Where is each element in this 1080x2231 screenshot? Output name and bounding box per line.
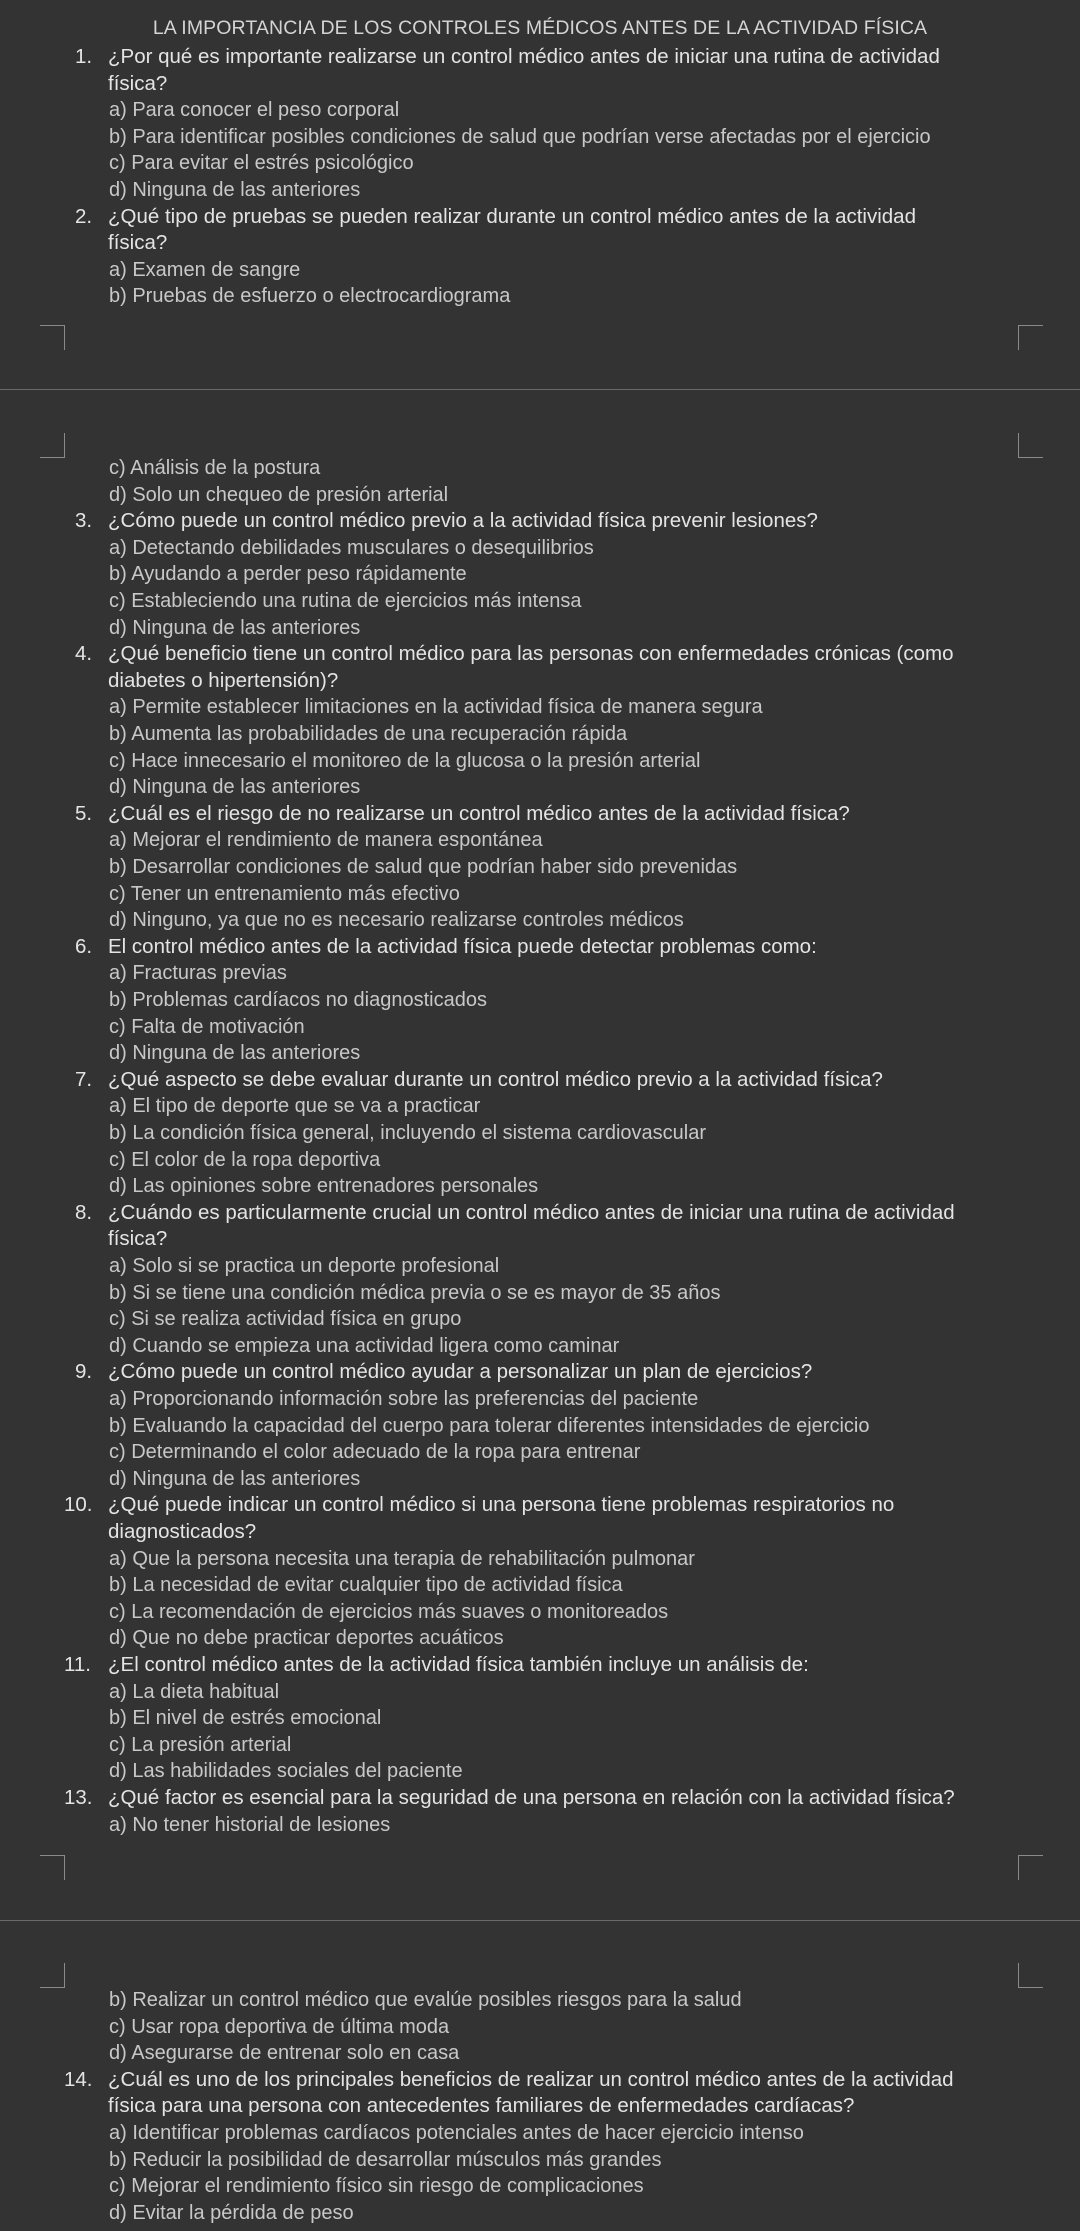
question-number: 5. [75, 801, 93, 825]
answer-option: d) Ninguna de las anteriores [109, 179, 361, 201]
answer-option: d) Asegurarse de entrenar solo en casa [109, 2042, 460, 2065]
answer-option: a) Para conocer el peso corporal [109, 99, 400, 122]
answer-option: d) Ninguna de las anteriores [109, 776, 361, 799]
answer-option: a) Permite establecer limitaciones en la actividad física de manera segura [109, 696, 763, 719]
answer-option: c) Estableciendo una rutina de ejercicios más intensa [109, 590, 582, 612]
document-title: LA IMPORTANCIA DE LOS CONTROLES MÉDICOS ANTES DE LA ACTIVIDAD FÍSICA [152, 17, 928, 39]
answer-option: a) Mejorar el rendimiento de manera espontánea [109, 829, 543, 852]
answer-option: c) Análisis de la postura [109, 457, 321, 479]
answer-option: b) El nivel de estrés emocional [109, 1707, 382, 1730]
answer-option: a) Proporcionando información sobre las preferencias del paciente [109, 1388, 699, 1410]
answer-option: d) Solo un chequeo de presión arterial [109, 483, 449, 506]
question-number: 9. [75, 1360, 93, 1384]
question-number: 3. [75, 509, 93, 533]
question-text: ¿Qué aspecto se debe evaluar durante un control médico previo a la actividad física? [108, 1067, 883, 1091]
answer-option: c) Para evitar el estrés psicológico [109, 152, 414, 175]
answer-option: b) Ayudando a perder peso rápidamente [109, 563, 467, 586]
answer-option: a) La dieta habitual [109, 1680, 280, 1703]
question-text: física para una persona con antecedentes familiares de enfermedades cardíacas? [108, 2094, 855, 2118]
answer-option: d) Ninguno, ya que no es necesario realizarse controles médicos [109, 909, 684, 932]
answer-option: b) Reducir la posibilidad de desarrollar músculos más grandes [109, 2148, 662, 2171]
answer-option: c) El color de la ropa deportiva [109, 1148, 381, 1171]
question-text: ¿Qué puede indicar un control médico si una persona tiene problemas respiratorios no [108, 1493, 895, 1517]
page-corner-mark [1018, 325, 1043, 350]
answer-option: c) Falta de motivación [109, 1015, 305, 1038]
question-text: El control médico antes de la actividad física puede detectar problemas como: [108, 934, 817, 958]
answer-option: d) Las habilidades sociales del paciente [109, 1760, 463, 1783]
answer-option: c) Mejorar el rendimiento físico sin riesgo de complicaciones [109, 2175, 644, 2198]
question-text: ¿Cuál es el riesgo de no realizarse un control médico antes de la actividad física? [108, 801, 850, 825]
answer-option: c) Tener un entrenamiento más efectivo [109, 882, 460, 905]
question-number: 10. [64, 1493, 93, 1517]
answer-option: d) Cuando se empieza una actividad ligera como caminar [109, 1334, 620, 1357]
answer-option: a) Identificar problemas cardíacos potenciales antes de hacer ejercicio intenso [109, 2122, 804, 2144]
answer-option: d) Que no debe practicar deportes acuáticos [109, 1627, 504, 1650]
answer-option: d) Ninguna de las anteriores [109, 1467, 361, 1490]
answer-option: c) Hace innecesario el monitoreo de la glucosa o la presión arterial [109, 749, 701, 772]
question-text: diabetes o hipertensión)? [108, 668, 339, 692]
answer-option: c) Usar ropa deportiva de última moda [109, 2015, 450, 2038]
answer-option: a) Fracturas previas [109, 962, 287, 985]
question-number: 8. [75, 1200, 93, 1224]
question-text: ¿El control médico antes de la actividad física también incluye un análisis de: [108, 1653, 809, 1676]
answer-option: d) Evitar la pérdida de peso [109, 2201, 354, 2224]
answer-option: d) Las opiniones sobre entrenadores personales [109, 1175, 539, 1198]
question-text: ¿Cuál es uno de los principales beneficios de realizar un control médico antes de la actividad [108, 2067, 954, 2091]
answer-option: d) Ninguna de las anteriores [109, 616, 361, 639]
question-text: ¿Cómo puede un control médico ayudar a personalizar un plan de ejercicios? [108, 1360, 813, 1384]
answer-option: a) Detectando debilidades musculares o desequilibrios [109, 536, 594, 559]
answer-option: a) Examen de sangre [109, 258, 301, 281]
question-text: física? [108, 1227, 168, 1251]
answer-option: a) El tipo de deporte que se va a practicar [109, 1095, 481, 1118]
page-corner-mark [40, 1855, 65, 1880]
answer-option: b) La necesidad de evitar cualquier tipo de actividad física [109, 1574, 623, 1597]
answer-option: a) Que la persona necesita una terapia de rehabilitación pulmonar [109, 1547, 695, 1570]
answer-option: b) Pruebas de esfuerzo o electrocardiograma [109, 285, 511, 308]
answer-option: a) No tener historial de lesiones [109, 1813, 391, 1836]
question-text: física? [108, 71, 168, 95]
answer-option: d) Ninguna de las anteriores [109, 1042, 361, 1065]
question-text: ¿Qué beneficio tiene un control médico para las personas con enfermedades crónicas (como [108, 642, 954, 666]
answer-option: b) La condición física general, incluyendo el sistema cardiovascular [109, 1122, 706, 1144]
answer-option: a) Solo si se practica un deporte profesional [109, 1255, 500, 1277]
question-number: 6. [75, 934, 93, 958]
question-number: 11. [64, 1653, 91, 1676]
answer-option: b) Evaluando la capacidad del cuerpo para tolerar diferentes intensidades de ejercicio [109, 1414, 870, 1437]
page-corner-mark [1018, 1963, 1043, 1988]
question-number: 2. [75, 204, 93, 228]
page-corner-mark [1018, 1855, 1043, 1880]
question-text: ¿Qué factor es esencial para la seguridad de una persona en relación con la actividad física? [108, 1786, 955, 1809]
page-corner-mark [40, 325, 65, 350]
question-number: 7. [75, 1067, 93, 1091]
question-number: 1. [75, 45, 93, 68]
answer-option: b) Problemas cardíacos no diagnosticados [109, 989, 487, 1011]
answer-option: c) La presión arterial [109, 1733, 292, 1756]
question-number: 4. [75, 642, 93, 666]
answer-option: b) Para identificar posibles condiciones de salud que podrían verse afectadas por el ejercicio [109, 125, 931, 148]
page-corner-mark [40, 1963, 65, 1988]
question-text: física? [108, 231, 168, 255]
question-text: ¿Por qué es importante realizarse un control médico antes de iniciar una rutina de actividad [108, 45, 940, 68]
page-break-divider [0, 1920, 1080, 1921]
answer-option: c) La recomendación de ejercicios más suaves o monitoreados [109, 1600, 669, 1623]
question-number: 14. [64, 2067, 93, 2091]
question-text: ¿Cómo puede un control médico previo a la actividad física prevenir lesiones? [108, 509, 818, 533]
answer-option: b) Aumenta las probabilidades de una recuperación rápida [109, 723, 628, 745]
question-text: diagnosticados? [108, 1520, 257, 1543]
answer-option: b) Realizar un control médico que evalúe posibles riesgos para la salud [109, 1989, 742, 2011]
answer-option: b) Si se tiene una condición médica previa o se es mayor de 35 años [109, 1281, 721, 1304]
answer-option: c) Si se realiza actividad física en grupo [109, 1308, 462, 1331]
answer-option: c) Determinando el color adecuado de la ropa para entrenar [109, 1441, 641, 1464]
question-text: ¿Qué tipo de pruebas se pueden realizar durante un control médico antes de la actividad [108, 204, 916, 228]
question-number: 13. [64, 1786, 93, 1809]
answer-option: b) Desarrollar condiciones de salud que podrían haber sido prevenidas [109, 856, 738, 878]
question-text: ¿Cuándo es particularmente crucial un control médico antes de iniciar una rutina de actividad [108, 1200, 955, 1224]
page-break-divider [0, 389, 1080, 390]
